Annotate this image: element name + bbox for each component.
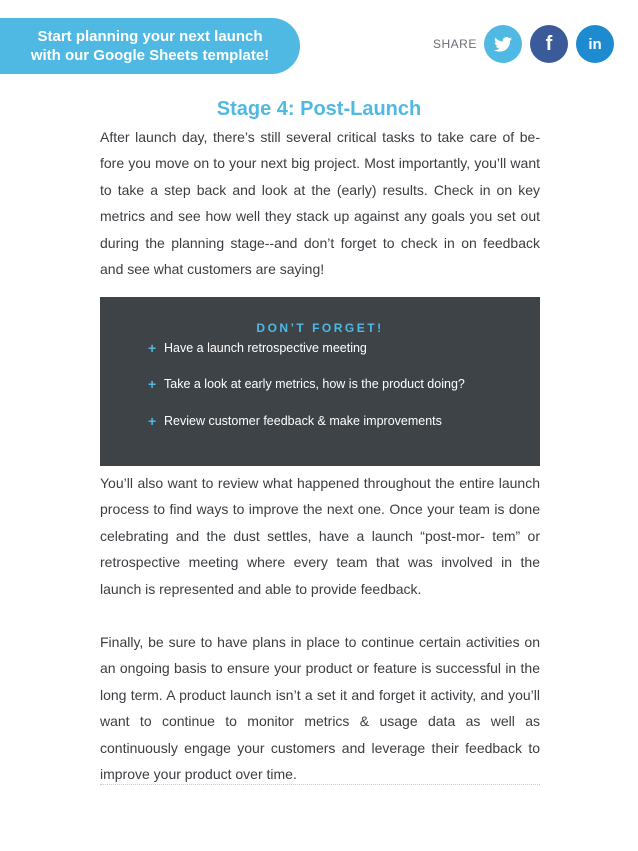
plus-icon: + <box>148 340 157 356</box>
callout-item <box>148 340 367 356</box>
template-promo-banner[interactable] <box>0 18 300 74</box>
share-label: SHARE <box>433 37 477 51</box>
facebook-share-button[interactable] <box>530 25 568 63</box>
banner-line-1: Start planning your next launch <box>37 28 263 45</box>
banner-line-2: with our Google Sheets template! <box>30 47 270 64</box>
facebook-icon: f <box>545 32 553 55</box>
section-heading: Stage 4: Post-Launch <box>216 98 422 120</box>
paragraph-intro: After launch day, there’s still several critical tasks to take care of be- fore you move on to your next big project. Most importantly, you’ll want to take a step back and look at the (early) results. Check in on key metrics and see how well they stack up against any goals you set out during the planning stage--and don’t forget to check in on feedback and see what customers are saying! <box>100 129 540 278</box>
dont-forget-callout <box>100 297 540 466</box>
twitter-share-button[interactable] <box>484 25 522 63</box>
callout-item-text: Review customer feedback & make improvements <box>164 414 442 428</box>
paragraph-retrospective: You’ll also want to review what happened throughout the entire launch process to find ways to improve the next one. Once your team is done celebrating and the dust settles, have a launch “post-mor- tem” or retrospective meeting where every team that was involved in the launch is represented and able to provide feedback. <box>100 475 540 597</box>
callout-item <box>148 413 442 429</box>
callout-item <box>148 376 465 392</box>
plus-icon: + <box>148 376 157 392</box>
callout-item-text: Take a look at early metrics, how is the product doing? <box>164 377 465 391</box>
callout-item-text: Have a launch retrospective meeting <box>164 341 367 355</box>
dotted-divider <box>100 784 540 785</box>
paragraph-ongoing: Finally, be sure to have plans in place to continue certain activities on an ongoing basis to ensure your product or feature is successful in the long term. A product launch isn’t a set it and forget it activity, and you’ll want to continue to monitor metrics & usage data as well as continuously engage your customers and leverage their feedback to improve your product over time. <box>100 634 540 783</box>
linkedin-share-button[interactable] <box>576 25 614 63</box>
linkedin-icon: in <box>588 35 602 53</box>
callout-title: DON’T FORGET! <box>256 321 384 335</box>
twitter-bird-icon <box>494 37 512 52</box>
plus-icon: + <box>148 413 157 429</box>
